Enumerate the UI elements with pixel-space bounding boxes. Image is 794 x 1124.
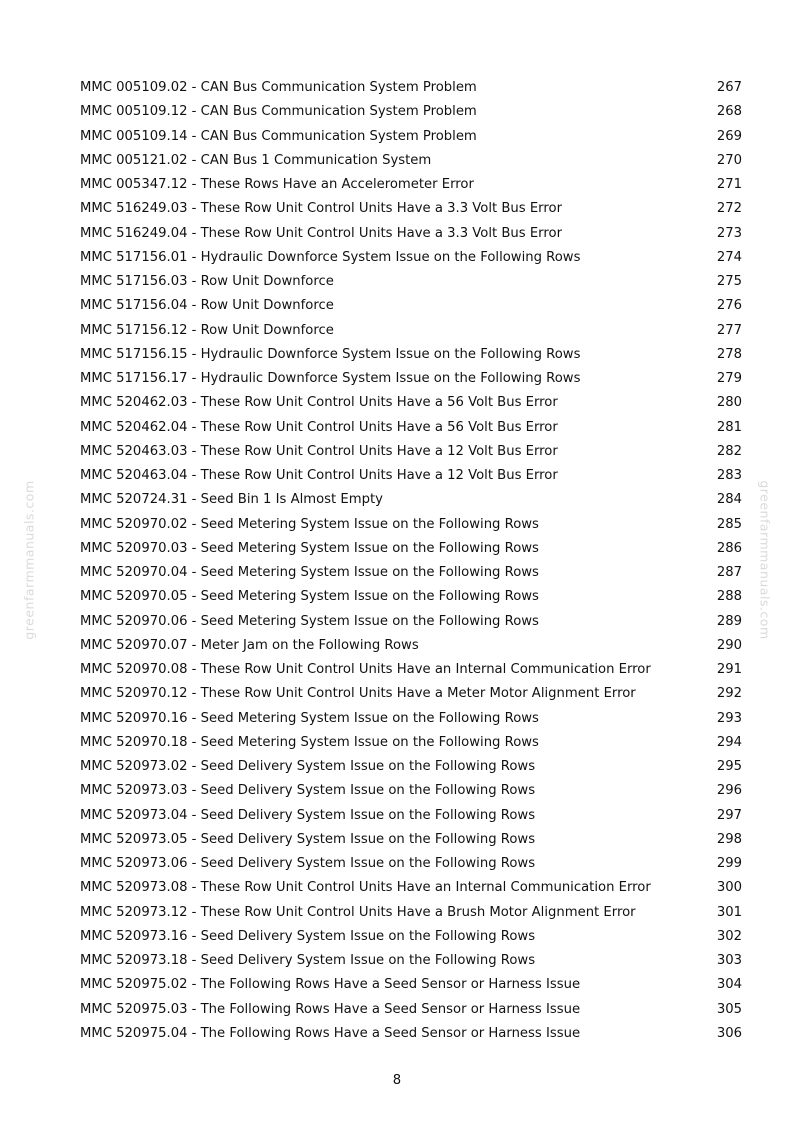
toc-entry-title: MMC 520462.04 - These Row Unit Control Units Have a 56 Volt Bus Error <box>80 419 558 435</box>
toc-entry-title: MMC 520970.16 - Seed Metering System Issue on the Following Rows <box>80 710 539 726</box>
toc-entry-page: 268 <box>716 104 742 120</box>
toc-entry[interactable] <box>80 537 742 561</box>
toc-entry-title: MMC 520975.03 - The Following Rows Have a Seed Sensor or Harness Issue <box>80 1001 581 1017</box>
toc-entry-title: MMC 517156.12 - Row Unit Downforce <box>80 322 334 338</box>
toc-entry[interactable] <box>80 828 742 852</box>
table-of-contents <box>80 76 742 1046</box>
toc-entry-page: 306 <box>716 1025 742 1041</box>
toc-entry-title: MMC 517156.04 - Row Unit Downforce <box>80 298 334 314</box>
toc-entry-title: MMC 520975.04 - The Following Rows Have a Seed Sensor or Harness Issue <box>80 1025 581 1041</box>
toc-entry[interactable] <box>80 367 742 391</box>
toc-entry[interactable] <box>80 416 742 440</box>
toc-entry-title: MMC 520463.04 - These Row Unit Control Units Have a 12 Volt Bus Error <box>80 468 558 483</box>
toc-entry-page: 291 <box>716 662 742 677</box>
toc-entry-page: 292 <box>716 686 742 702</box>
toc-entry-page: 284 <box>716 492 742 508</box>
toc-entry[interactable] <box>80 222 742 246</box>
watermark-right: greenfarmmanuals.com <box>757 480 773 640</box>
watermark-left: greenfarmmanuals.com <box>21 480 37 640</box>
toc-entry-page: 281 <box>716 419 742 435</box>
toc-entry-title: MMC 516249.03 - These Row Unit Control Units Have a 3.3 Volt Bus Error <box>80 201 562 217</box>
toc-entry-page: 293 <box>716 710 742 726</box>
toc-entry-page: 297 <box>716 807 742 823</box>
toc-entry-page: 274 <box>716 249 742 265</box>
toc-entry-title: MMC 517156.15 - Hydraulic Downforce System Issue on the Following Rows <box>80 346 581 362</box>
toc-entry-page: 277 <box>716 322 742 338</box>
toc-entry-title: MMC 520973.16 - Seed Delivery System Issue on the Following Rows <box>80 928 536 944</box>
toc-entry[interactable] <box>80 779 742 803</box>
toc-entry-page: 288 <box>716 589 742 605</box>
toc-entry-page: 269 <box>716 128 742 144</box>
toc-entry[interactable] <box>80 1022 742 1046</box>
toc-entry-title: MMC 520462.03 - These Row Unit Control Units Have a 56 Volt Bus Error <box>80 395 558 411</box>
toc-entry-title: MMC 005109.02 - CAN Bus Communication System Problem <box>80 80 477 95</box>
toc-entry-page: 294 <box>716 734 742 750</box>
toc-entry[interactable] <box>80 682 742 706</box>
toc-entry[interactable] <box>80 901 742 925</box>
toc-entry-page: 273 <box>716 225 742 241</box>
toc-entry-title: MMC 520970.08 - These Row Unit Control Units Have an Internal Communication Error <box>80 662 651 677</box>
toc-entry-page: 302 <box>716 928 742 944</box>
toc-entry-page: 275 <box>716 274 742 289</box>
toc-entry-title: MMC 520973.12 - These Row Unit Control Units Have a Brush Motor Alignment Error <box>80 904 636 920</box>
toc-entry-page: 270 <box>716 152 742 168</box>
toc-entry-title: MMC 005109.14 - CAN Bus Communication System Problem <box>80 128 477 144</box>
toc-entry-title: MMC 520975.02 - The Following Rows Have a Seed Sensor or Harness Issue <box>80 977 581 993</box>
toc-entry[interactable] <box>80 270 742 294</box>
toc-entry-title: MMC 517156.03 - Row Unit Downforce <box>80 274 334 289</box>
toc-entry-title: MMC 520973.05 - Seed Delivery System Issue on the Following Rows <box>80 831 536 847</box>
toc-entry-title: MMC 520970.05 - Seed Metering System Issue on the Following Rows <box>80 589 539 605</box>
toc-entry-page: 278 <box>716 346 742 362</box>
toc-entry-page: 279 <box>716 371 742 386</box>
toc-entry[interactable] <box>80 852 742 876</box>
toc-entry-page: 295 <box>716 759 742 774</box>
toc-entry-page: 299 <box>716 856 742 871</box>
toc-entry-title: MMC 516249.04 - These Row Unit Control Units Have a 3.3 Volt Bus Error <box>80 225 562 241</box>
toc-entry[interactable] <box>80 876 742 900</box>
toc-entry-title: MMC 520973.06 - Seed Delivery System Issue on the Following Rows <box>80 856 536 871</box>
toc-entry-title: MMC 520970.07 - Meter Jam on the Following Rows <box>80 637 419 653</box>
toc-entry[interactable] <box>80 319 742 343</box>
toc-entry[interactable] <box>80 585 742 609</box>
toc-entry-page: 298 <box>716 831 742 847</box>
toc-entry-title: MMC 005121.02 - CAN Bus 1 Communication System <box>80 152 432 168</box>
toc-entry-title: MMC 520463.03 - These Row Unit Control Units Have a 12 Volt Bus Error <box>80 443 558 459</box>
toc-entry-page: 267 <box>716 80 742 95</box>
toc-entry-title: MMC 005109.12 - CAN Bus Communication System Problem <box>80 104 477 120</box>
toc-entry-title: MMC 517156.17 - Hydraulic Downforce System Issue on the Following Rows <box>80 371 581 386</box>
toc-entry-title: MMC 005347.12 - These Rows Have an Accelerometer Error <box>80 177 474 192</box>
toc-entry-title: MMC 520970.02 - Seed Metering System Issue on the Following Rows <box>80 516 539 532</box>
toc-entry[interactable] <box>80 634 742 658</box>
toc-entry-page: 303 <box>716 953 742 968</box>
toc-entry[interactable] <box>80 464 742 488</box>
toc-entry[interactable] <box>80 949 742 973</box>
toc-entry[interactable] <box>80 804 742 828</box>
toc-entry[interactable] <box>80 925 742 949</box>
toc-entry[interactable] <box>80 125 742 149</box>
toc-entry-page: 305 <box>716 1001 742 1017</box>
toc-entry-title: MMC 517156.01 - Hydraulic Downforce System Issue on the Following Rows <box>80 249 581 265</box>
toc-entry-title: MMC 520970.18 - Seed Metering System Issue on the Following Rows <box>80 734 539 750</box>
toc-entry-page: 290 <box>716 637 742 653</box>
toc-entry-page: 280 <box>716 395 742 411</box>
toc-entry[interactable] <box>80 391 742 415</box>
toc-entry[interactable] <box>80 76 742 100</box>
toc-entry-page: 301 <box>716 904 742 920</box>
page-number: 8 <box>392 1073 402 1088</box>
toc-entry[interactable] <box>80 246 742 270</box>
toc-entry-page: 300 <box>716 880 742 896</box>
toc-entry[interactable] <box>80 610 742 634</box>
toc-entry-page: 272 <box>716 201 742 217</box>
toc-entry[interactable] <box>80 343 742 367</box>
toc-entry[interactable] <box>80 197 742 221</box>
toc-entry[interactable] <box>80 998 742 1022</box>
toc-entry[interactable] <box>80 707 742 731</box>
toc-entry[interactable] <box>80 100 742 124</box>
toc-entry-title: MMC 520970.04 - Seed Metering System Issue on the Following Rows <box>80 565 539 580</box>
toc-entry-title: MMC 520973.03 - Seed Delivery System Issue on the Following Rows <box>80 783 536 799</box>
toc-entry-page: 276 <box>716 298 742 314</box>
toc-entry-page: 282 <box>716 443 742 459</box>
toc-entry-page: 289 <box>716 613 742 629</box>
toc-entry-page: 285 <box>716 516 742 532</box>
toc-entry[interactable] <box>80 755 742 779</box>
toc-entry[interactable] <box>80 294 742 318</box>
toc-entry[interactable] <box>80 488 742 512</box>
toc-entry[interactable] <box>80 731 742 755</box>
toc-entry[interactable] <box>80 173 742 197</box>
toc-entry-page: 286 <box>716 540 742 556</box>
toc-entry[interactable] <box>80 149 742 173</box>
toc-entry-title: MMC 520973.04 - Seed Delivery System Issue on the Following Rows <box>80 807 536 823</box>
toc-entry-title: MMC 520970.03 - Seed Metering System Issue on the Following Rows <box>80 540 539 556</box>
toc-entry-title: MMC 520973.18 - Seed Delivery System Issue on the Following Rows <box>80 953 536 968</box>
toc-entry-title: MMC 520970.12 - These Row Unit Control Units Have a Meter Motor Alignment Error <box>80 686 636 702</box>
toc-entry-page: 296 <box>716 783 742 799</box>
toc-entry-page: 287 <box>716 565 742 580</box>
toc-entry-page: 271 <box>716 177 742 192</box>
toc-entry-title: MMC 520970.06 - Seed Metering System Issue on the Following Rows <box>80 613 539 629</box>
toc-entry-page: 304 <box>716 977 742 993</box>
toc-entry[interactable] <box>80 561 742 585</box>
toc-entry-title: MMC 520973.02 - Seed Delivery System Issue on the Following Rows <box>80 759 536 774</box>
toc-entry[interactable] <box>80 973 742 997</box>
toc-entry[interactable] <box>80 513 742 537</box>
toc-entry-title: MMC 520724.31 - Seed Bin 1 Is Almost Empty <box>80 492 383 508</box>
toc-entry[interactable] <box>80 440 742 464</box>
toc-entry-title: MMC 520973.08 - These Row Unit Control Units Have an Internal Communication Error <box>80 880 651 896</box>
toc-entry[interactable] <box>80 658 742 682</box>
toc-entry-page: 283 <box>716 468 742 483</box>
